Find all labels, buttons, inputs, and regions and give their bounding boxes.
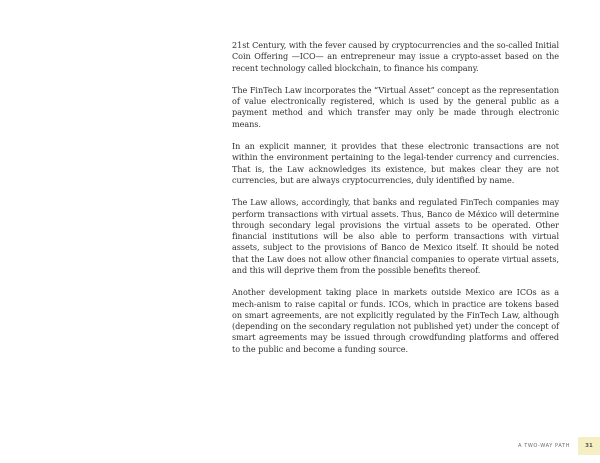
paragraph-banks-virtual-assets: The Law allows, accordingly, that banks and regulated FinTech companies may perform transactions with virtual assets. Thus, Banco de México will determine through secondary legal provisions the virtual assets to be operated. Other financial institutions will be also able to perform transactions with virtual assets, subject to the provisions of Banco de Mexico itself. It should be noted that the Law does not allow other financial companies to operate virtual assets, and this will deprive them from the possible benefits thereof. — [232, 197, 559, 275]
paragraph-virtual-asset-concept: The FinTech Law incorporates the “Virtual Asset” concept as the representation of value electronically registered, which is used by the general public as a payment method and which transfer may only be made through electronic means. — [232, 84, 559, 129]
paragraph-not-legal-tender: In an explicit manner, it provides that these electronic transactions are not within the environment pertaining to the legal-tender currency and currencies. That is, the Law acknowledges its existence, but makes clear they are not currencies, but are always cryptocurrencies, duly identified by name. — [232, 141, 559, 185]
body-text-column — [232, 40, 559, 366]
page-number: 31 — [578, 437, 600, 455]
page-footer — [518, 437, 600, 455]
paragraph-crypto-ico: 21st Century, with the fever caused by cryptocurrencies and the so-called Initial Coin Offering —ICO— an entrepreneur may issue a crypto-asset based on the recent technology called blockchain, to finance his company. — [232, 40, 559, 73]
running-title: A TWO-WAY PATH — [518, 443, 570, 449]
paragraph-icos-outside-mexico: Another development taking place in markets outside Mexico are ICOs as a mech-anism to raise capital or funds. ICOs, which in practice are tokens based on smart agreements, are not explicitly regulated by the FinTech Law, although (depending on the secondary regulation not published yet) under the concept of smart agreements may be issued through crowdfunding platforms and offered to the public and become a funding source. — [232, 287, 559, 354]
